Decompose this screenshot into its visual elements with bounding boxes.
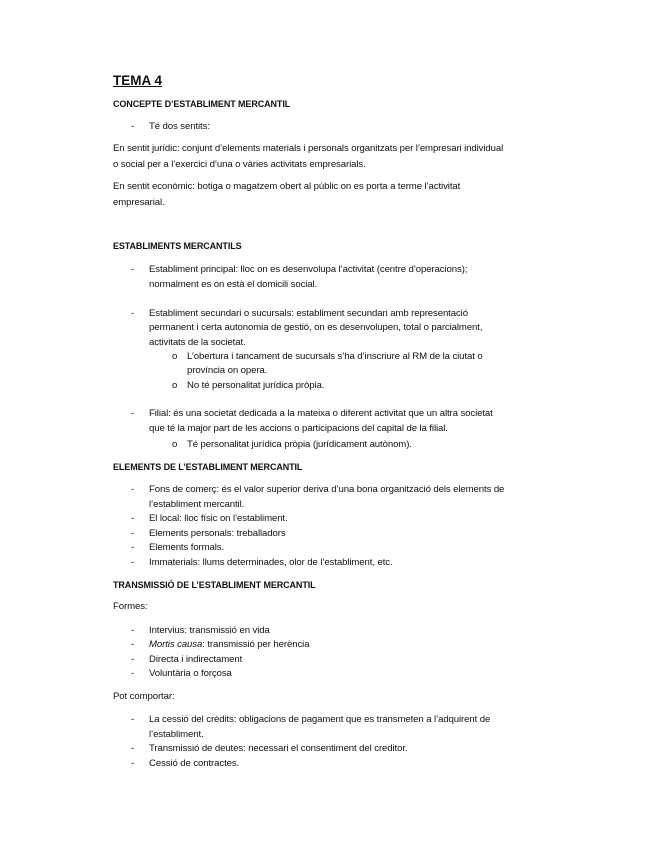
bullet-dash: - xyxy=(131,264,135,275)
list-item: l’establiment. xyxy=(149,729,204,740)
list-item: que té la major part de les accions o participacions del capital de la filial. xyxy=(149,423,448,434)
section-heading-concepte: CONCEPTE D’ESTABLIMENT MERCANTIL xyxy=(113,99,291,109)
bullet-dash: - xyxy=(131,625,135,636)
section-heading-establiments: ESTABLIMENTS MERCANTILS xyxy=(113,241,242,251)
bullet-dash: - xyxy=(131,654,135,665)
list-item: normalment es on està el domicili social. xyxy=(149,279,318,290)
sub-list-item: província on opera. xyxy=(187,365,268,376)
bullet-circle: o xyxy=(172,380,178,391)
list-item: Immaterials: llums determinades, olor de l’establiment, etc. xyxy=(149,557,393,568)
list-item: Fons de comerç: és el valor superior deriva d’una bona organització dels elements de xyxy=(149,484,505,495)
list-item: Voluntària o forçosa xyxy=(149,668,232,679)
bullet-dash: - xyxy=(131,542,135,553)
list-item: Establiment principal: lloc on es desenvolupa l’activitat (centre d’operacions); xyxy=(149,264,468,275)
sub-list-item: Té personalitat jurídica pròpia (jurídicament autònom). xyxy=(187,439,412,450)
page-title: TEMA 4 xyxy=(113,73,163,88)
bullet-dash: - xyxy=(131,308,135,319)
paragraph-juridic: o social per a l’exercici d’una o vàries activitats empresarials. xyxy=(113,159,366,170)
section-heading-elements: ELEMENTS DE L’ESTABLIMENT MERCANTIL xyxy=(113,462,303,472)
list-item: permanent i certa autonomia de gestió, on es desenvolupen, total o parcialment, xyxy=(149,322,483,333)
italic-term: Mortis causa xyxy=(149,639,203,650)
bullet-dash: - xyxy=(131,639,135,650)
bullet-dash: - xyxy=(131,743,135,754)
bullet-dash: - xyxy=(131,557,135,568)
paragraph-economic: empresarial. xyxy=(113,197,165,208)
list-item: activitats de la societat. xyxy=(149,337,246,348)
bullet-dash: - xyxy=(131,513,135,524)
bullet-circle: o xyxy=(172,439,178,450)
label-pot-comportar: Pot comportar: xyxy=(113,691,175,702)
list-item xyxy=(149,639,309,651)
list-item: Cessió de contractes. xyxy=(149,758,240,769)
list-item: l’establiment mercantil. xyxy=(149,499,245,510)
list-item: Filial: és una societat dedicada a la mateixa o diferent activitat que un altra societat xyxy=(149,408,493,419)
paragraph-juridic: En sentit jurídic: conjunt d’elements materials i personals organitzats per l’empresari individual xyxy=(113,143,504,154)
list-item: La cessió del crèdits: obligacions de pagament que es transmeten a l’adquirent de xyxy=(149,714,491,725)
list-item: El local: lloc físic on l’establiment. xyxy=(149,513,288,524)
sub-list-item: L’obertura i tancament de sucursals s’ha d’inscriure al RM de la ciutat o xyxy=(187,351,483,362)
paragraph-economic: En sentit econòmic: botiga o magatzem obert al públic on es porta a terme l’activitat xyxy=(113,181,461,192)
section-heading-transmissio: TRANSMISSIÓ DE L’ESTABLIMENT MERCANTIL xyxy=(113,580,316,590)
bullet-dash: - xyxy=(131,758,135,769)
list-item: Transmissió de deutes: necessari el consentiment del creditor. xyxy=(149,743,408,754)
list-item: Intervius: transmissió en vida xyxy=(149,625,270,636)
bullet-dash: - xyxy=(131,408,135,419)
bullet-dash: - xyxy=(131,668,135,679)
bullet-dash: - xyxy=(131,714,135,725)
bullet-dash: - xyxy=(131,484,135,495)
list-item: Establiment secundari o sucursals: establiment secundari amb representació xyxy=(149,308,468,319)
bullet-circle: o xyxy=(172,351,178,362)
list-item: Té dos sentits: xyxy=(149,121,210,132)
list-item: Directa i indirectament xyxy=(149,654,243,665)
bullet-dash: - xyxy=(131,528,135,539)
sub-list-item: No té personalitat jurídica pròpia. xyxy=(187,380,325,391)
label-formes: Formes: xyxy=(113,601,148,612)
bullet-dash: - xyxy=(131,121,135,132)
list-item-text: : transmissió per herència xyxy=(202,639,310,650)
list-item: Elements formals. xyxy=(149,542,225,553)
list-item: Elements personals: treballadors xyxy=(149,528,286,539)
